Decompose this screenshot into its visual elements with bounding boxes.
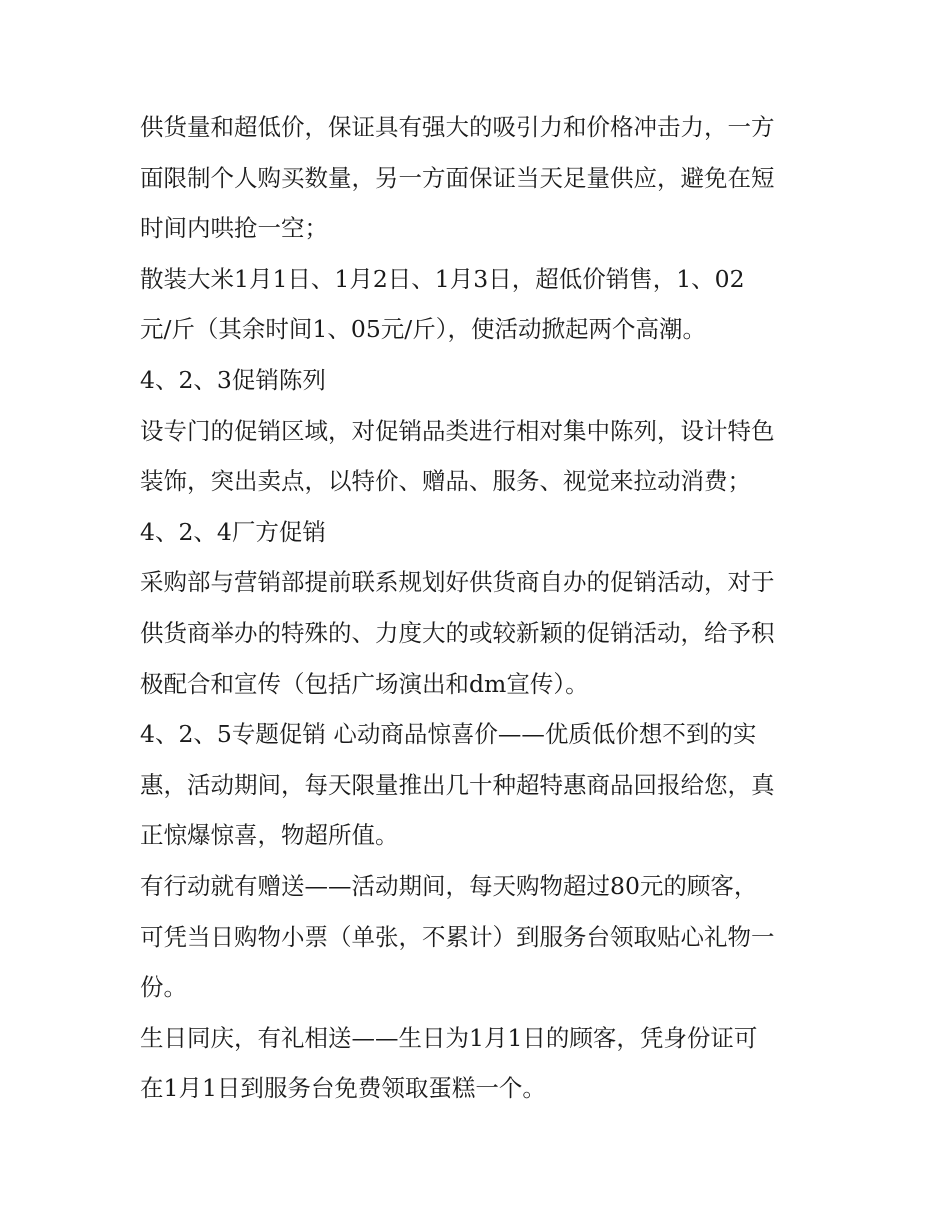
text-line: 有行动就有赠送——活动期间，每天购物超过80元的顾客， bbox=[140, 871, 758, 900]
section-heading: 4、2、5专题促销 心动商品惊喜价——优质低价想不到的实 bbox=[140, 720, 757, 749]
text-line: 惠，活动期间，每天限量推出几十种超特惠商品回报给您，真 bbox=[140, 770, 775, 799]
text-line: 供货商举办的特殊的、力度大的或较新颖的促销活动，给予积 bbox=[140, 618, 775, 647]
text-line: 面限制个人购买数量，另一方面保证当天足量供应，避免在短 bbox=[140, 163, 775, 192]
text-line: 元/斤（其余时间1、05元/斤），使活动掀起两个高潮。 bbox=[140, 315, 706, 344]
section-heading: 4、2、3促销陈列 bbox=[140, 365, 326, 394]
section-heading: 4、2、4厂方促销 bbox=[140, 517, 326, 546]
text-line: 时间内哄抢一空； bbox=[140, 214, 328, 243]
text-line: 在1月1日到服务台免费领取蛋糕一个。 bbox=[140, 1074, 546, 1103]
text-line: 装饰，突出卖点，以特价、赠品、服务、视觉来拉动消费； bbox=[140, 467, 751, 496]
text-line: 供货量和超低价，保证具有强大的吸引力和价格冲击力，一方 bbox=[140, 113, 775, 141]
text-line: 采购部与营销部提前联系规划好供货商自办的促销活动，对于 bbox=[140, 568, 775, 597]
document-body bbox=[140, 102, 820, 1114]
text-line: 生日同庆，有礼相送——生日为1月1日的顾客，凭身份证可 bbox=[140, 1023, 758, 1052]
text-line: 正惊爆惊喜，物超所值。 bbox=[140, 821, 399, 850]
text-line: 散装大米1月1日、1月2日、1月3日，超低价销售，1、02 bbox=[140, 264, 745, 293]
text-line: 份。 bbox=[140, 973, 187, 1002]
text-line: 可凭当日购物小票（单张，不累计）到服务台领取贴心礼物一 bbox=[140, 922, 775, 951]
text-line: 设专门的促销区域，对促销品类进行相对集中陈列，设计特色 bbox=[140, 416, 775, 445]
text-line: 极配合和宣传（包括广场演出和dm宣传）。 bbox=[140, 669, 589, 698]
